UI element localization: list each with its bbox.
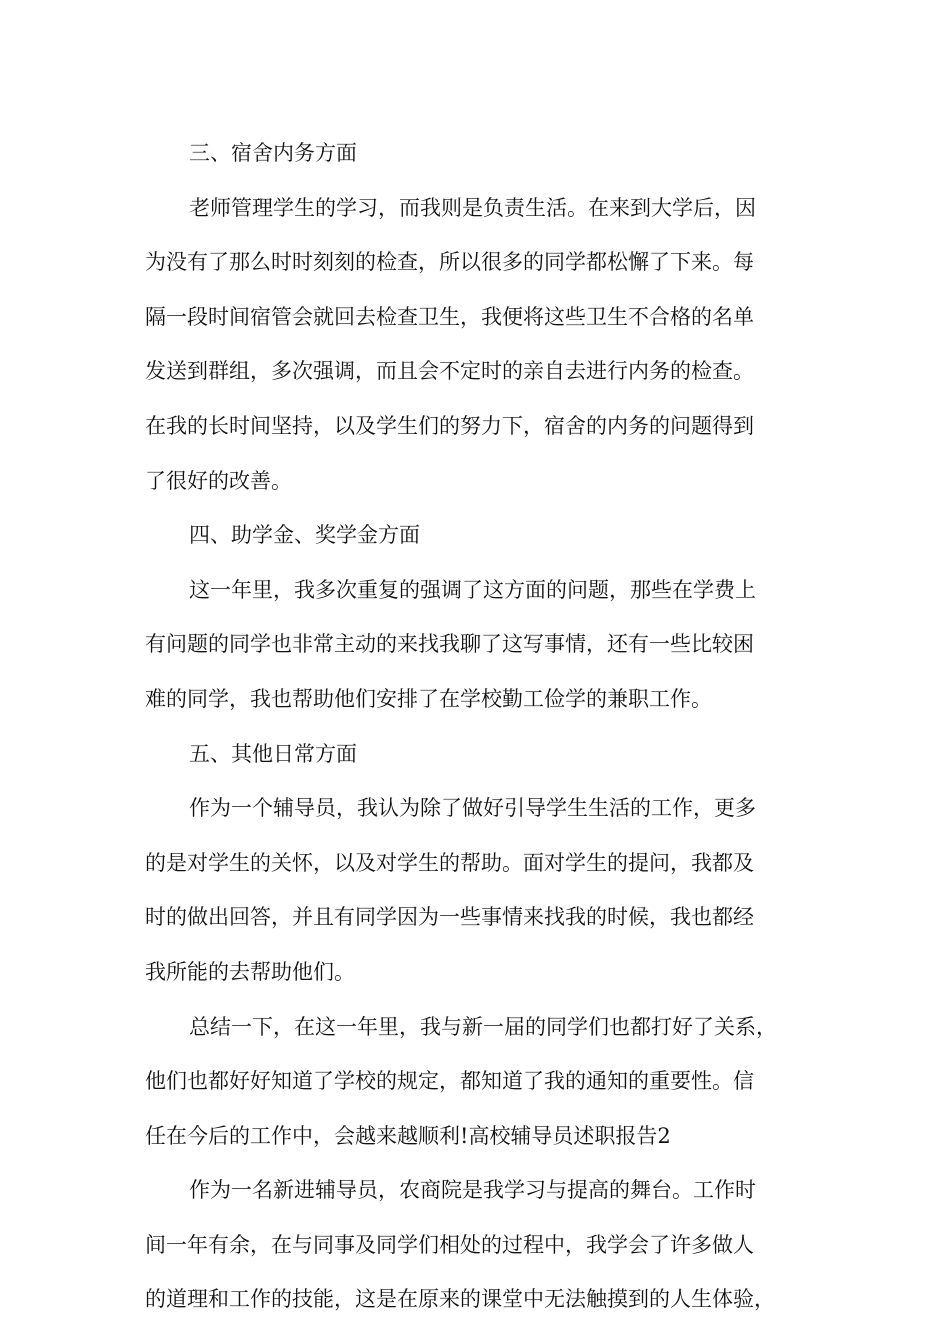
paragraph-line: 有问题的同学也非常主动的来找我聊了这写事情，还有一些比较困 — [145, 632, 754, 657]
paragraph-line: 老师管理学生的学习，而我则是负责生活。在来到大学后，因 — [189, 195, 756, 220]
paragraph-line: 作为一名新进辅导员，农商院是我学习与提高的舞台。工作时 — [189, 1178, 756, 1203]
paragraph-line: 的道理和工作的技能，这是在原来的课堂中无法触摸到的人生体验， — [145, 1287, 775, 1312]
section-heading-daily: 五、其他日常方面 — [189, 741, 357, 766]
paragraph-line: 他们也都好好知道了学校的规定，都知道了我的通知的重要性。信 — [145, 1069, 754, 1094]
paragraph-line: 任在今后的工作中，会越来越顺利!高校辅导员述职报告2 — [145, 1123, 671, 1148]
paragraph-line: 难的同学，我也帮助他们安排了在学校勤工俭学的兼职工作。 — [145, 686, 712, 711]
paragraph-line: 在我的长时间坚持，以及学生们的努力下，宿舍的内务的问题得到 — [145, 413, 754, 438]
section-heading-scholarship: 四、助学金、奖学金方面 — [189, 523, 420, 548]
paragraph-line: 我所能的去帮助他们。 — [145, 959, 355, 984]
document-body — [145, 126, 809, 1327]
paragraph-line: 隔一段时间宿管会就回去检查卫生，我便将这些卫生不合格的名单 — [145, 304, 754, 329]
paragraph-line: 间一年有余，在与同事及同学们相处的过程中，我学会了许多做人 — [145, 1232, 754, 1257]
paragraph-line: 为没有了那么时时刻刻的检查，所以很多的同学都松懈了下来。每 — [145, 250, 754, 275]
paragraph-line: 总结一下，在这一年里，我与新一届的同学们也都打好了关系， — [189, 1014, 777, 1039]
section-heading-dormitory: 三、宿舍内务方面 — [189, 141, 357, 165]
paragraph-line: 发送到群组，多次强调，而且会不定时的亲自去进行内务的检查。 — [145, 359, 754, 384]
paragraph-line: 的是对学生的关怀，以及对学生的帮助。面对学生的提问，我都及 — [145, 850, 754, 875]
paragraph-line: 这一年里，我多次重复的强调了这方面的问题，那些在学费上 — [189, 577, 756, 602]
paragraph-line: 作为一个辅导员，我认为除了做好引导学生生活的工作，更多 — [189, 796, 756, 821]
paragraph-line: 了很好的改善。 — [145, 468, 292, 493]
paragraph-line: 时的做出回答，并且有同学因为一些事情来找我的时候，我也都经 — [145, 905, 754, 930]
